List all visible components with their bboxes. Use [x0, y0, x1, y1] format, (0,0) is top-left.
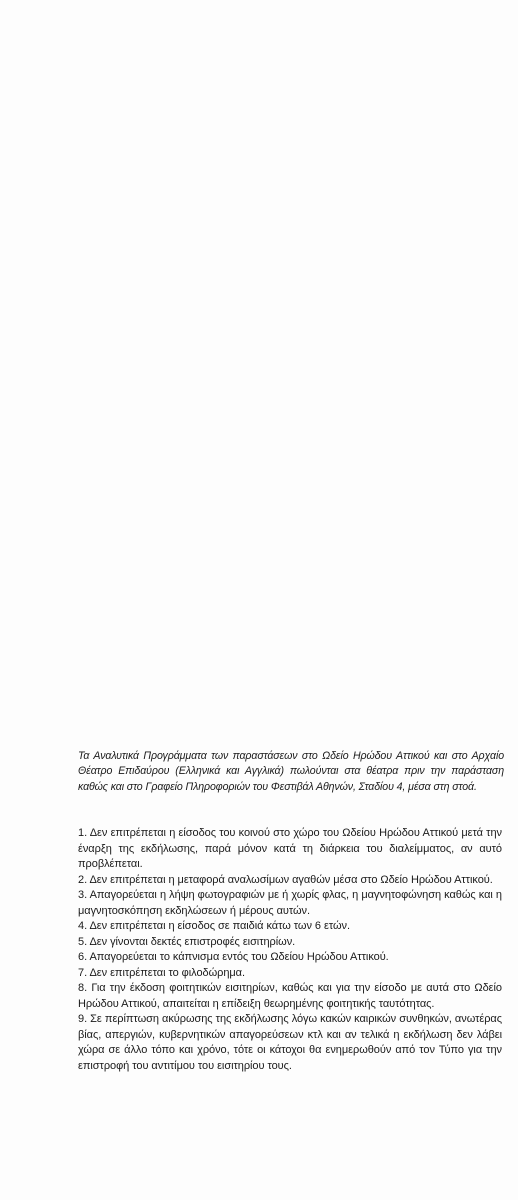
rule-item: 5. Δεν γίνονται δεκτές επιστροφές εισιτηρίων.: [78, 935, 296, 948]
rule-item: 6. Απαγορεύεται το κάπνισμα εντός του Ωδείου Ηρώδου Αττικού.: [78, 951, 389, 963]
programme-sales-note: Τα Αναλυτικά Προγράμματα των παραστάσεων στο Ωδείο Ηρώδου Αττικού και στο Αρχαίο Θέατρο Επιδαύρου (Ελληνικά και Αγγλικά) πωλούνται στα θέατρα πριν την παράσταση καθώς και στο Γραφείο Πληροφοριών του Φεστιβάλ Αθηνών, Σταδίου 4, μέσα στη στοά.: [78, 749, 504, 793]
rule-item: 2. Δεν επιτρέπεται η μεταφορά αναλωσίμων αγαθών μέσα στο Ωδείο Ηρώδου Αττικού.: [78, 873, 493, 886]
rule-item: 8. Για την έκδοση φοιτητικών εισιτηρίων, καθώς και για την είσοδο με αυτά στο Ωδείο Ηρώδου Αττικού, απαιτείται η επίδειξη θεωρημένης φοιτητικής ταυτότητας.: [78, 982, 502, 1010]
rule-item: 7. Δεν επιτρέπεται το φιλοδώρημα.: [78, 966, 245, 979]
rule-item: 1. Δεν επιτρέπεται η είσοδος του κοινού στο χώρο του Ωδείου Ηρώδου Αττικού μετά την έναρξη της εκδήλωσης, παρά μόνον κατά τη διάρκεια του διαλείμματος, αν αυτό προβλέπεται.: [78, 827, 502, 870]
rule-item: 4. Δεν επιτρέπεται η είσοδος σε παιδιά κάτω των 6 ετών.: [78, 920, 350, 932]
audience-rules-list: [78, 826, 502, 1074]
rule-item: 9. Σε περίπτωση ακύρωσης της εκδήλωσης λόγω κακών καιρικών συνθηκών, ανωτέρας βίας, απεργιών, κυβερνητικών απαγορεύσεων κτλ και αν τελικά η εκδήλωση δεν λάβει χώρα σε άλλο τόπο και χρόνο, τότε οι κάτοχοι θα ενημερωθούν από τον Τύπο για την επιστροφή του αντιτίμου του εισιτηρίου τους.: [78, 1013, 502, 1072]
rule-item: 3. Απαγορεύεται η λήψη φωτογραφιών με ή χωρίς φλας, η μαγνητοφώνηση καθώς και η μαγνητοσκόπηση εκδηλώσεων ή μέρους αυτών.: [78, 889, 502, 917]
